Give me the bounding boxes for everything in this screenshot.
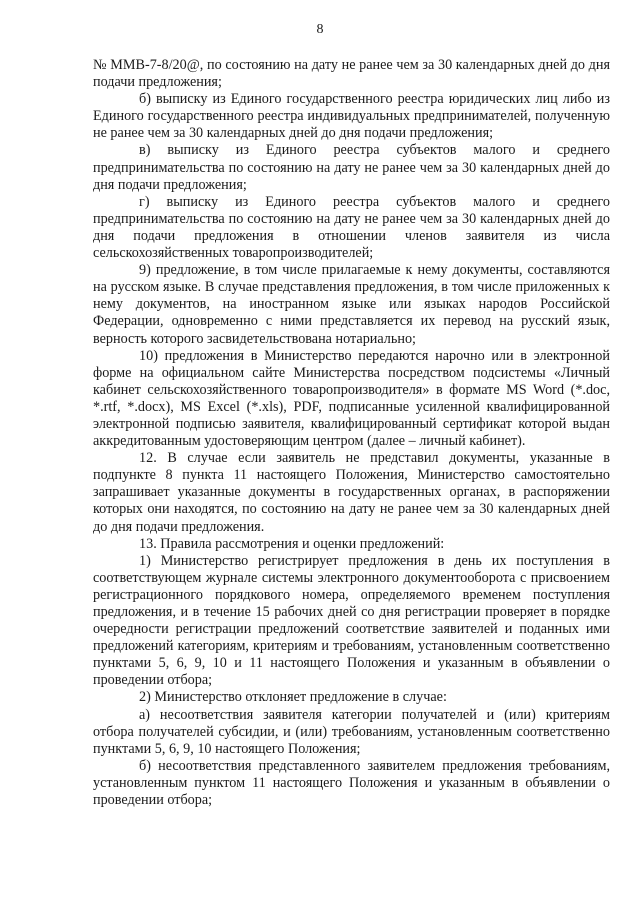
page-number: 8 xyxy=(316,22,324,37)
paragraph-13-item-2: 2) Министерство отклоняет предложение в случае: xyxy=(139,689,447,706)
paragraph-section-13: 13. Правила рассмотрения и оценки предложений: xyxy=(139,535,445,552)
paragraph-13-item-2b: б) несоответствия представленного заявителем предложения требованиям, установленным пунктом 11 настоящего Положения и указанным в объявлении о проведении отбора; xyxy=(93,757,610,809)
paragraph-item-10: 10) предложения в Министерство передаются нарочно или в электронной форме на официальном сайте Министерства посредством подсистемы «Личный кабинет сельскохозяйственного товаропроизводителя» в формате MS Word (*.doc, *.rtf, *.docx), MS Excel (*.xls), PDF, подписанные усиленной квалифицированной электронной подписью заявителя, квалифицированный сертификат которой выдан аккредитованным удостоверяющим центром (далее – личный кабинет). xyxy=(93,347,610,450)
paragraph-item-9: 9) предложение, в том числе прилагаемые к нему документы, составляются на русском языке. В случае представления предложения, в том числе приложенных к нему документов, на иностранном языке или языках народов Российской Федерации, одновременно с ними представляется их перевод на русский язык, верность которого засвидетельствована нотариально; xyxy=(93,262,610,347)
paragraph-section-12: 12. В случае если заявитель не представил документы, указанные в подпункте 8 пункта 11 настоящего Положения, Министерство самостоятельно запрашивает указанные документы в государственных органах, в распоряжении которых они находятся, по состоянию на дату не ранее чем за 30 календарных дней до дня подачи предложения. xyxy=(93,450,610,535)
paragraph-item-b: б) выписку из Единого государственного реестра юридических лиц либо из Единого государственного реестра индивидуальных предпринимателей, полученную не ранее чем за 30 календарных дней до дня подачи предложения; xyxy=(93,91,610,142)
paragraph-continuation: № ММВ-7-8/20@, по состоянию на дату не ранее чем за 30 календарных дней до дня подачи предложения; xyxy=(93,57,610,91)
paragraph-item-g: г) выписку из Единого реестра субъектов малого и среднего предпринимательства по состоянию на дату не ранее чем за 30 календарных дней до дня подачи предложения в отношении членов заявителя из числа сельскохозяйственных товаропроизводителей; xyxy=(93,193,610,262)
paragraph-13-item-1: 1) Министерство регистрирует предложения в день их поступления в соответствующем журнале системы электронного документооборота с присвоением регистрационного порядкового номера, определяемого временем поступления предложения, и в течение 15 рабочих дней со дня регистрации проверяет в порядке очередности регистрации предложений соответствие заявителей и поданных ими предложений категориям, критериям и требованиям, установленным соответственно пунктами 5, 6, 9, 10 и 11 настоящего Положения и указанным в объявлении о проведении отбора; xyxy=(93,552,610,689)
paragraph-item-v: в) выписку из Единого реестра субъектов малого и среднего предпринимательства по состоянию на дату не ранее чем за 30 календарных дней до дня подачи предложения; xyxy=(93,142,610,193)
paragraph-13-item-2a: а) несоответствия заявителя категории получателей и (или) критериям отбора получателей субсидии, и (или) требованиям, установленным соответственно пунктами 5, 6, 9, 10 настоящего Положения; xyxy=(93,706,610,757)
document-body xyxy=(93,57,610,809)
